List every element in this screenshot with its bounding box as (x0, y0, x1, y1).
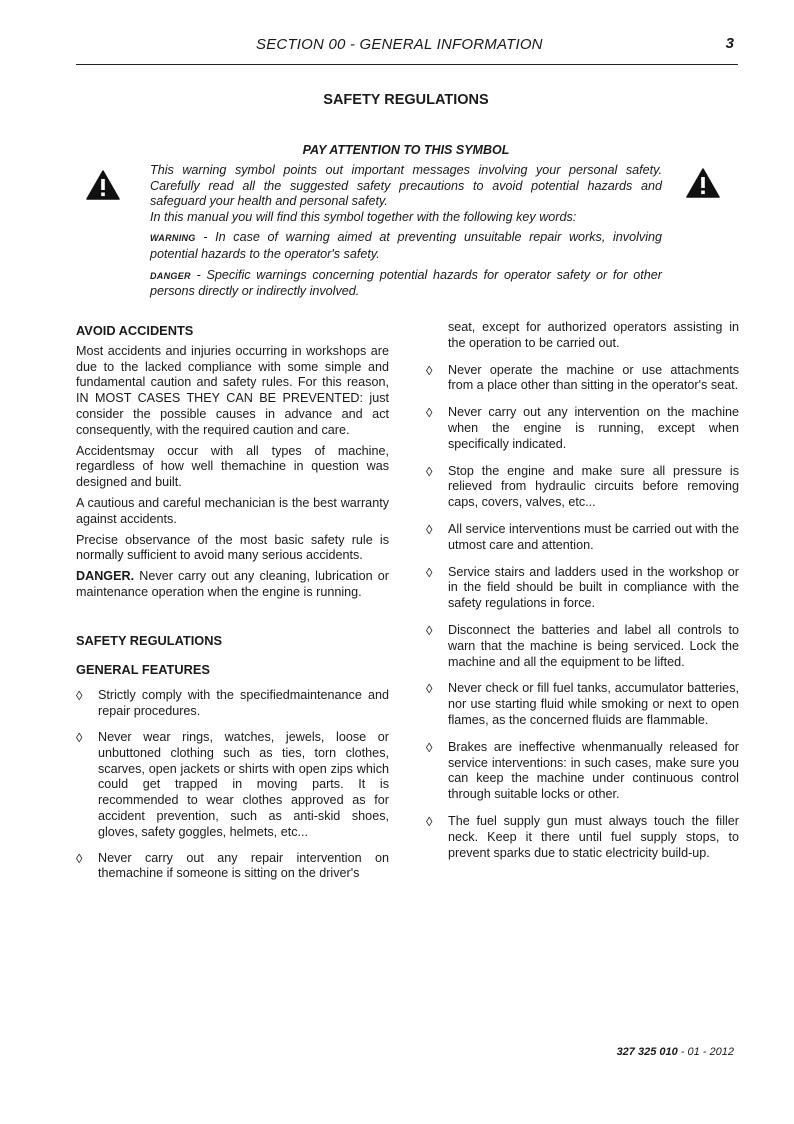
list-item: ◊ Never wear rings, watches, jewels, loose or unbuttoned clothing such as ties, torn clothes, scarves, open jackets or shirts with open zips which could get trapped in moving parts. It is recommended to wear clothes approved as for accident prevention, such as anti-skid shoes, gloves, safety goggles, helmets, etc... (76, 729, 389, 839)
attention-text (150, 163, 662, 300)
bullet-icon: ◊ (426, 362, 433, 378)
bullet-icon: ◊ (426, 739, 433, 755)
document-code (617, 1046, 734, 1058)
avoid-paragraph-2: Accidentsmay occur with all types of machine, regardless of how well themachine in question was designed and built. (76, 443, 389, 490)
bullet-icon: ◊ (76, 688, 83, 704)
avoid-paragraph-3: A cautious and careful mechanician is the best warranty against accidents. (76, 495, 389, 526)
avoid-paragraph-4: Precise observance of the most basic safety rule is normally sufficient to avoid many serious accidents. (76, 532, 389, 563)
bullet-icon: ◊ (426, 564, 433, 580)
danger-label: DANGER. (76, 569, 135, 584)
list-item: ◊ Never carry out any intervention on the machine when the engine is running, except when specifically indicated. (426, 405, 739, 451)
warning-triangle-icon (86, 170, 120, 200)
bullet-icon: ◊ (426, 813, 433, 829)
list-item: ◊ All service interventions must be carried out with the utmost care and attention. (426, 521, 739, 552)
avoid-danger-paragraph (76, 569, 389, 601)
warning-text: - In case of warning aimed at preventing unsuitable repair works, involving potential hazards to the operator's safety. (150, 230, 662, 261)
warning-keyword: WARNING (150, 233, 196, 244)
list-item: ◊ The fuel supply gun must always touch the filler neck. Keep it there until fuel supply stops, to prevent sparks due to static electricity build-up. (426, 813, 739, 860)
page-header (76, 34, 738, 65)
bullet-icon: ◊ (426, 681, 433, 697)
bullet-icon: ◊ (426, 521, 433, 537)
attention-title: PAY ATTENTION TO THIS SYMBOL (302, 143, 510, 157)
left-column (76, 323, 389, 882)
list-item: ◊ Never operate the machine or use attachments from a place other than sitting in the operator's seat. (426, 362, 739, 393)
warning-definition (150, 230, 662, 262)
warning-triangle-icon (686, 168, 720, 198)
section-title: SECTION 00 - GENERAL INFORMATION (256, 36, 543, 53)
danger-definition (150, 268, 662, 300)
right-column (426, 320, 739, 861)
list-item: ◊ Brakes are ineffective whenmanually released for service interventions: in such cases, make sure you can keep the machine under continuous control through suitable locks or other. (426, 739, 739, 802)
avoid-paragraph-1: Most accidents and injuries occurring in workshops are due to the lacked compliance with some simple and fundamental caution and safety rules. For this reason, IN MOST CASES THEY CAN BE PREVENTED: just consider the possible causes in advance and act consequently, with the required caution and care. (76, 343, 389, 437)
danger-text: - Specific warnings concerning potential hazards for operator safety or for other persons directly or indirectly involved. (150, 267, 662, 299)
list-item: ◊ Disconnect the batteries and label all controls to warn that the machine is being serviced. Lock the machine and all the equipment to be lifted. (426, 622, 739, 669)
bullet-icon: ◊ (76, 729, 83, 745)
avoid-accidents-heading: AVOID ACCIDENTS (76, 323, 194, 338)
list-item: ◊ Strictly comply with the specifiedmaintenance and repair procedures. (76, 688, 389, 719)
list-item: ◊ Service stairs and ladders used in the workshop or in the field should be built in compliance with the safety regulations in force. (426, 564, 739, 611)
list-item-continuation: seat, except for authorized operators assisting in the operation to be carried out. (448, 320, 739, 350)
bullet-icon: ◊ (426, 405, 433, 421)
list-item: ◊ Never check or fill fuel tanks, accumulator batteries, nor use starting fluid while smoking or next to open flames, as the concerned fluids are flammable. (426, 681, 739, 727)
bullet-icon: ◊ (76, 850, 83, 866)
page-number: 3 (725, 35, 734, 52)
bullet-icon: ◊ (426, 622, 433, 638)
attention-line-1: This warning symbol points out important messages involving your personal safety. Carefully read all the suggested safety precautions to avoid potential hazards and safeguard your health and personal safety. (150, 163, 662, 209)
list-item: ◊ Never carry out any repair intervention on themachine if someone is sitting on the driver's (76, 850, 389, 881)
attention-line-2: In this manual you will find this symbol together with the following key words: (150, 209, 577, 224)
document-date: - 01 - 2012 (677, 1046, 734, 1058)
document-number: 327 325 010 (616, 1046, 678, 1058)
general-features-heading: GENERAL FEATURES (76, 661, 210, 677)
danger-note: Never carry out any cleaning, lubrication or maintenance operation when the engine is running. (76, 569, 389, 599)
safety-regulations-heading: SAFETY REGULATIONS (76, 632, 222, 648)
list-item: ◊ Stop the engine and make sure all pressure is relieved from hydraulic circuits before removing caps, covers, valves, etc... (426, 463, 739, 510)
bullet-icon: ◊ (426, 463, 433, 479)
danger-keyword: DANGER (150, 270, 191, 281)
page-title: SAFETY REGULATIONS (323, 92, 489, 108)
